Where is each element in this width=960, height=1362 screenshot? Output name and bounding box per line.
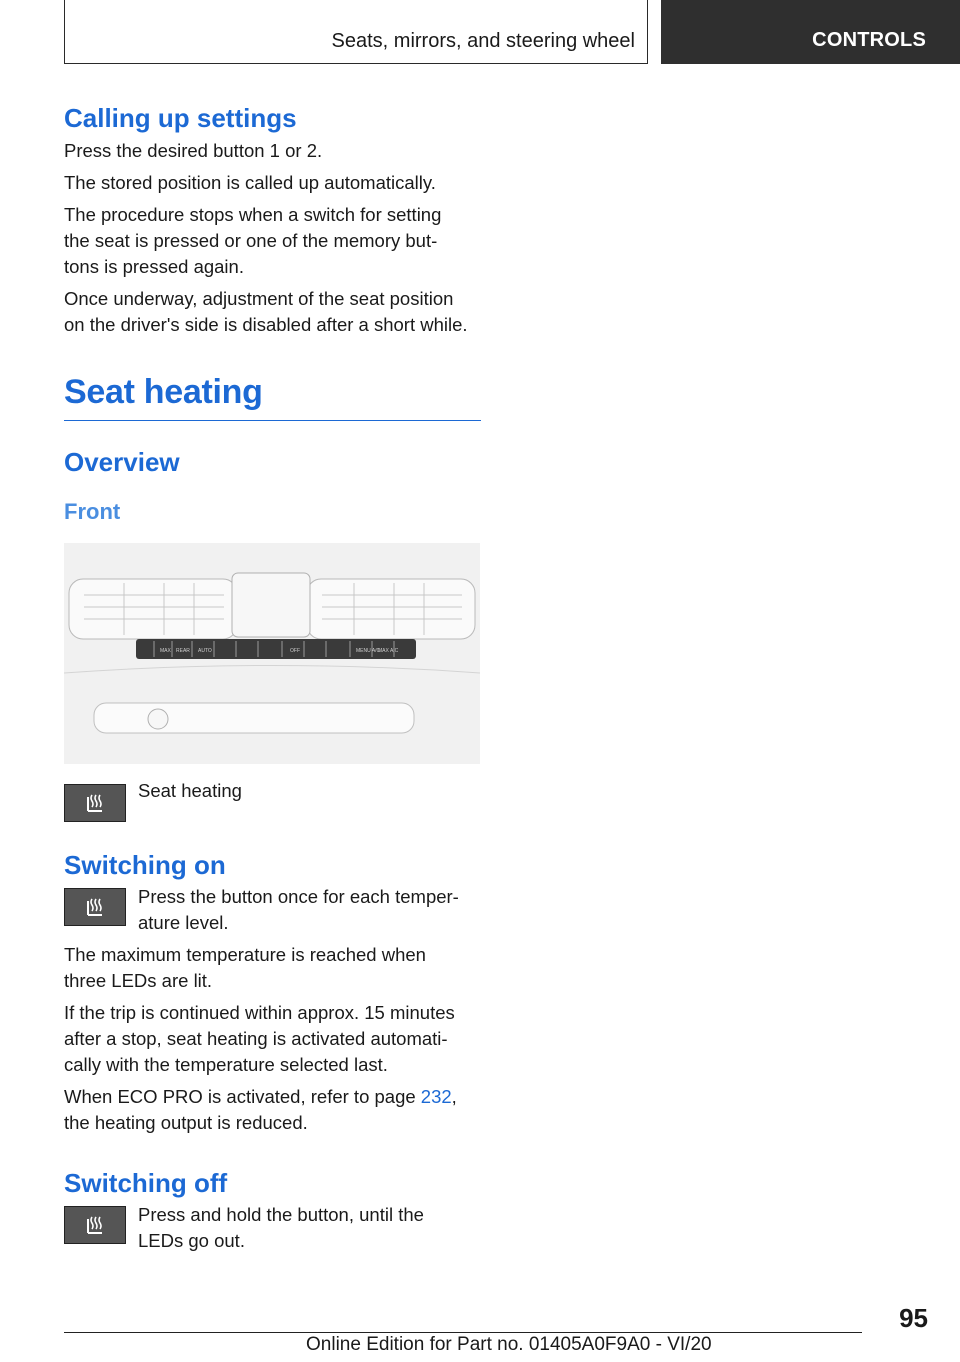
fig-label-rear: REAR <box>176 648 190 654</box>
fig-label-max: MAX <box>160 648 171 654</box>
front-heading: Front <box>64 499 121 524</box>
footer-edition: Online Edition for Part no. 01405A0F9A0 - VI/20 <box>306 1334 712 1355</box>
switching-on-p1: The maximum temperature is reached when three LEDs are lit. <box>64 944 426 991</box>
seat-heating-icon <box>64 888 126 926</box>
dashboard-figure <box>64 543 480 764</box>
seat-heating-rule <box>64 420 481 421</box>
seat-heating-icon <box>64 1206 126 1244</box>
seat-heating-heading: Seat heating <box>64 373 263 411</box>
page-number: 95 <box>899 1303 928 1333</box>
dashboard-illustration <box>64 543 480 764</box>
page-link-232[interactable]: 232 <box>420 1086 452 1107</box>
switching-on-row <box>64 884 481 936</box>
fig-label-menu-ac: MENU A/C <box>356 648 381 654</box>
overview-heading: Overview <box>64 447 180 477</box>
header-section-box <box>64 0 648 64</box>
calling-up-p2: The stored position is called up automatically. <box>64 172 436 193</box>
seat-heating-caption: Seat heating <box>138 780 242 801</box>
seat-heating-caption-row <box>64 780 481 822</box>
switching-off-instruction: Press and hold the button, until the LEDs go out. <box>138 1204 424 1251</box>
fig-label-auto: AUTO <box>198 648 212 654</box>
main-column <box>64 100 481 1254</box>
chapter-title: CONTROLS <box>812 29 926 51</box>
seat-heating-icon <box>64 784 126 822</box>
switching-off-row <box>64 1202 481 1254</box>
calling-up-p3: The procedure stops when a switch for setting the seat is pressed or one of the memory but‐ tons is pressed again. <box>64 204 442 277</box>
calling-up-heading: Calling up settings <box>64 103 297 133</box>
calling-up-p1: Press the desired button 1 or 2. <box>64 140 323 161</box>
switching-on-instruction: Press the button once for each temper‐ ature level. <box>138 886 459 933</box>
header-chapter-box <box>661 0 960 64</box>
section-title: Seats, mirrors, and steering wheel <box>331 30 635 52</box>
fig-label-max-ac: MAX A/C <box>378 648 399 654</box>
switching-off-heading: Switching off <box>64 1168 228 1198</box>
footer-rule <box>64 1332 862 1333</box>
switching-on-p2: If the trip is continued within approx. 15 minutes after a stop, seat heating is activated automati‐ cally with the temperature selected last. <box>64 1002 455 1075</box>
seat-heating-section <box>64 372 481 421</box>
calling-up-p4: Once underway, adjustment of the seat position on the driver's side is disabled after a short while. <box>64 288 468 335</box>
switching-on-p3: When ECO PRO is activated, refer to page 232, the heating output is reduced. <box>64 1086 457 1133</box>
fig-label-off: OFF <box>290 648 300 654</box>
switching-on-heading: Switching on <box>64 850 226 880</box>
